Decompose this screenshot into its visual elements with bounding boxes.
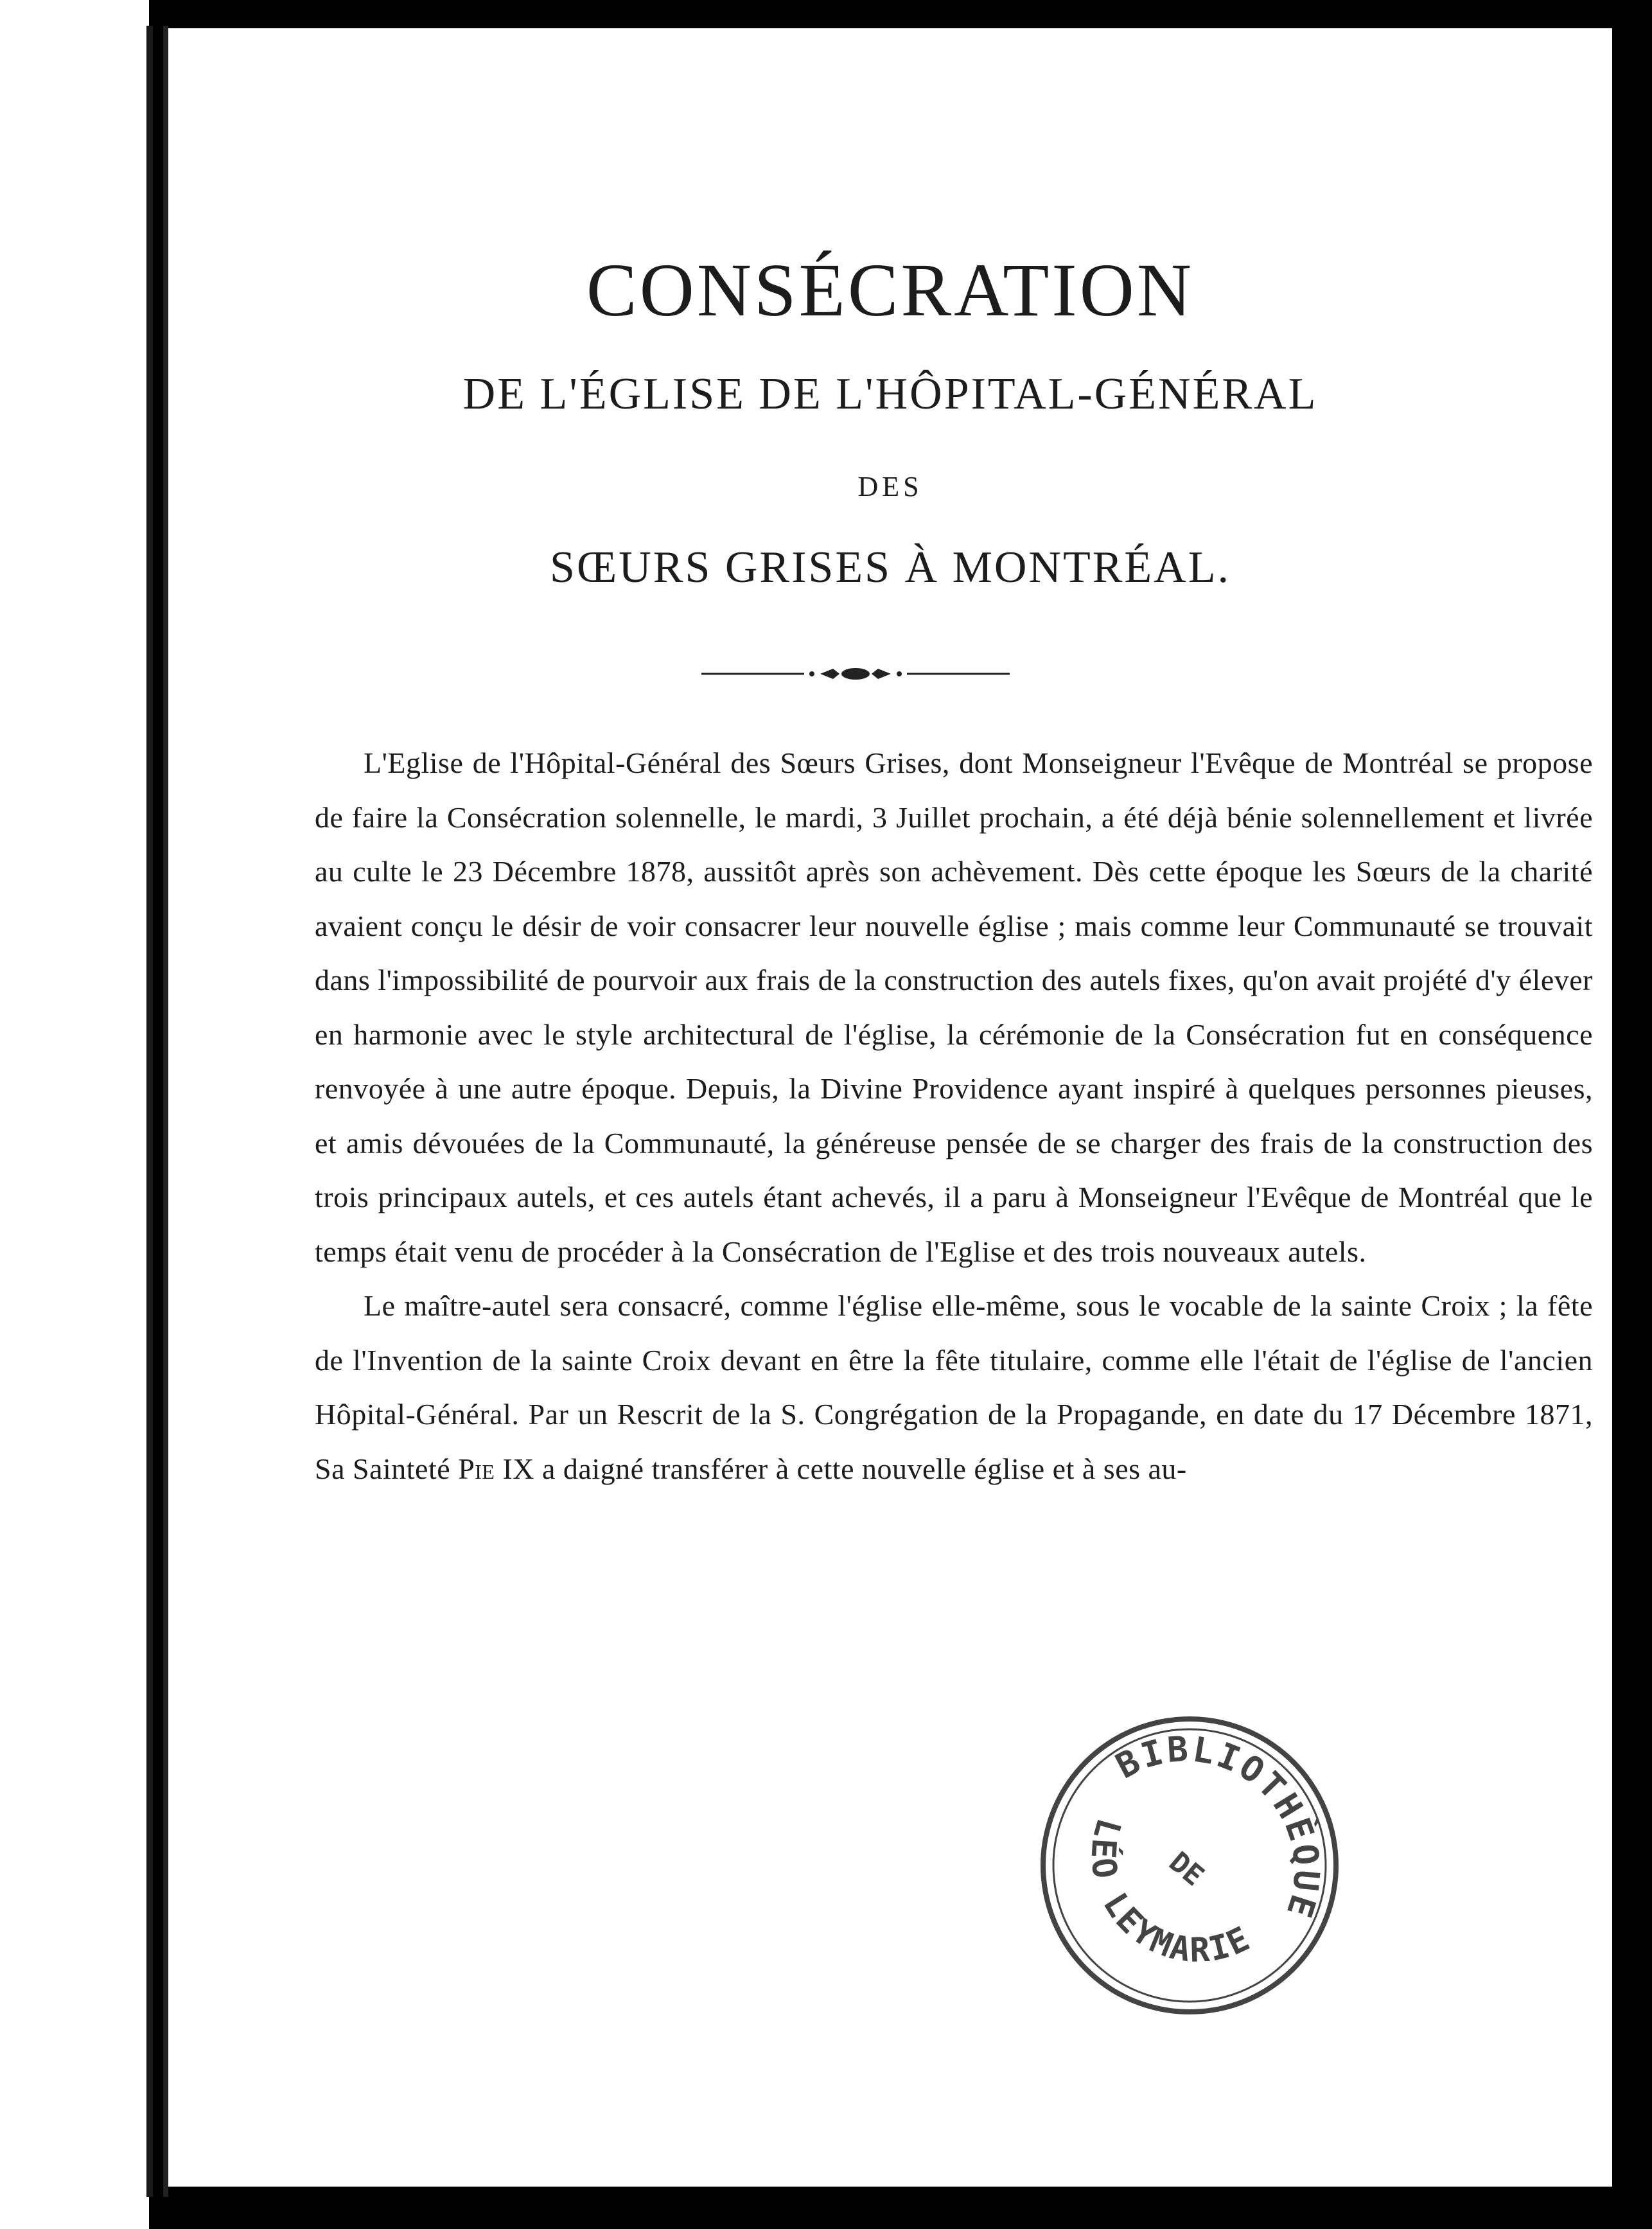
- document-subtitle-line3: SŒURS GRISES À MONTRÉAL.: [550, 543, 1231, 592]
- paragraph: L'Eglise de l'Hôpital-Général des Sœurs Grises, dont Monseigneur l'Evêque de Montréal se propose de faire la Consécration solennelle, le mardi, 3 Juillet prochain, a été déjà bénie solennellement et livrée au culte le 23 Décembre 1878, aussitôt après son achèvement. Dès cette époque les Sœurs de la charité avaient conçu le désir de voir consacrer leur nouvelle église ; mais comme leur Communauté se trouvait dans l'impossibilité de pourvoir aux frais de la construction des autels fixes, qu'on avait projété d'y élever en harmonie avec le style architectural de l'église, la cérémonie de la Consécration fut en conséquence renvoyée à une autre époque. Depuis, la Divine Providence ayant inspiré à quelques personnes pieuses, et amis dévouées de la Communauté, la généreuse pensée de se charger des frais de la construction des trois principaux autels, et ces autels étant achevés, il a paru à Monseigneur l'Evêque de Montréal que le temps était venu de procéder à la Consécration de l'Eglise et des trois nouveaux autels.: [315, 746, 1593, 1268]
- pope-name: Pie IX: [458, 1452, 535, 1485]
- scan-right-border: [1612, 0, 1652, 2229]
- document-subtitle-line1: DE L'ÉGLISE DE L'HÔPITAL-GÉNÉRAL: [462, 369, 1318, 419]
- document-title: CONSÉCRATION: [586, 248, 1195, 332]
- paragraph: [315, 1279, 1593, 1496]
- binding-line: [163, 26, 168, 2197]
- svg-text:LÉO LEYMARIE: LÉO LEYMARIE: [1083, 1814, 1258, 1970]
- ornament-divider-icon: [701, 661, 1010, 687]
- document-subtitle-line2: DES: [857, 471, 923, 502]
- paragraph-text: a daigné transférer à cette nouvelle église et à ses au-: [542, 1452, 1187, 1485]
- binding-line: [146, 26, 153, 2197]
- document-page: [168, 28, 1612, 2187]
- body-text: [315, 736, 1593, 1496]
- paragraph-text: Le maître-autel sera consacré, comme l'église elle-même, sous le vocable de la sainte Croix ; la fête de l'Invention de la sainte Croix devant en être la fête titulaire, comme elle l'était de l'église de l'ancien Hôpital-Général. Par un Rescrit de la S. Congrégation de la Propagande, en date du 17 Décembre 1871, Sa Sainteté: [315, 1289, 1593, 1485]
- svg-text:DE: DE: [1163, 1846, 1210, 1893]
- library-stamp-icon: [1035, 1711, 1344, 2020]
- svg-text:BIBLIOTHÈQUE: BIBLIOTHÈQUE: [1109, 1728, 1328, 1925]
- binding-edge: [0, 0, 149, 2229]
